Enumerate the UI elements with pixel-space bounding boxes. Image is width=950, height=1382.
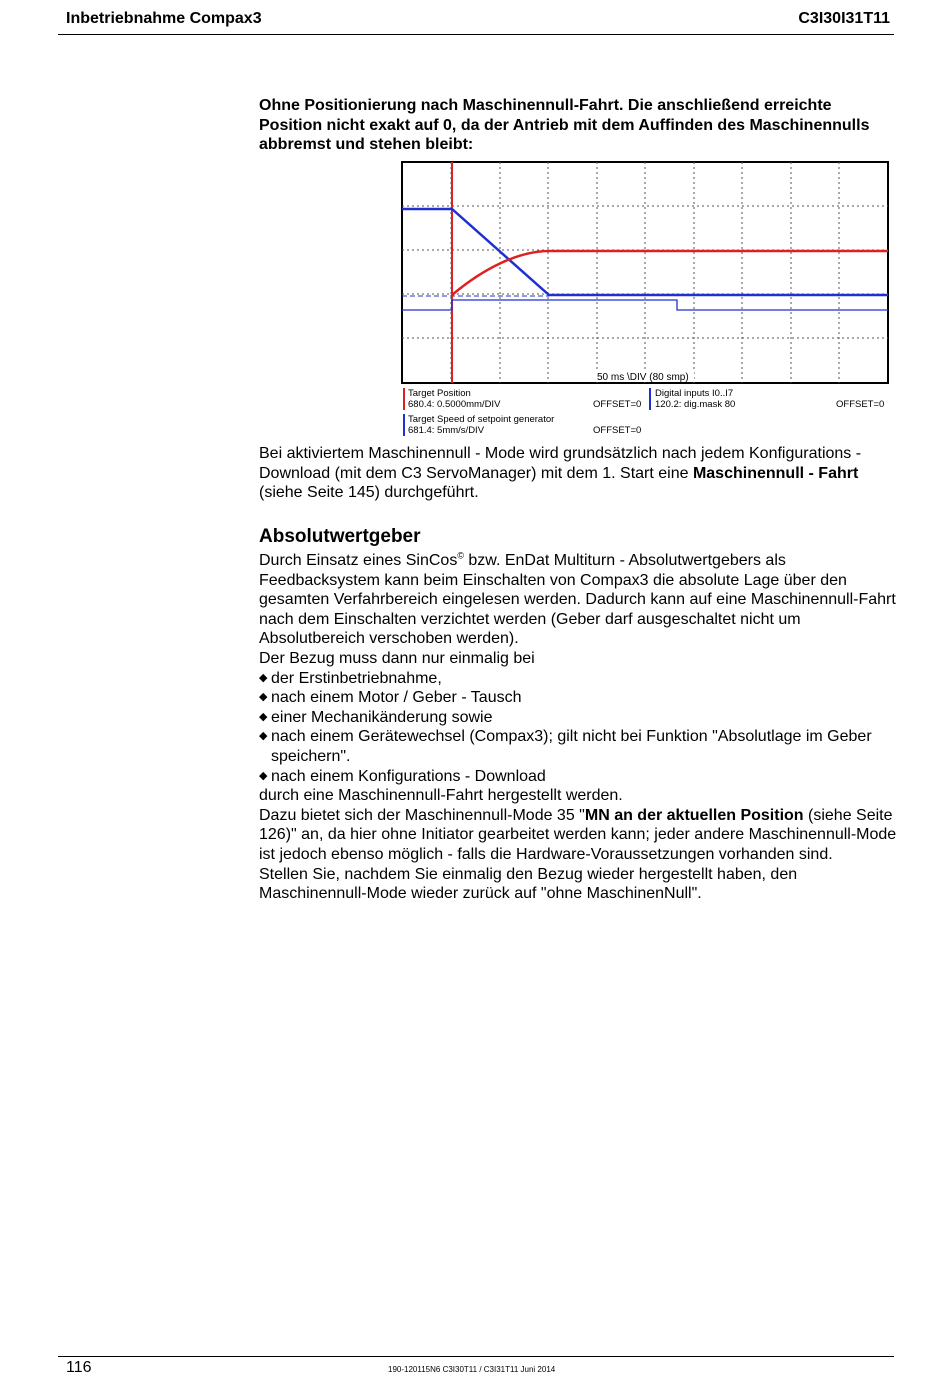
diamond-bullet-icon: ◆ xyxy=(259,671,268,684)
legend-name-target-position: Target Position xyxy=(408,388,471,399)
list-item: ◆ der Erstinbetriebnahme, xyxy=(259,669,442,687)
legend-name-digital-inputs: Digital inputs I0..I7 xyxy=(655,388,734,399)
legend-offset-target-position: OFFSET=0 xyxy=(593,399,642,410)
diamond-bullet-icon: ◆ xyxy=(259,730,268,743)
bold-mn-aktuelle-position: MN an der aktuellen Position xyxy=(584,806,804,824)
bullet-list xyxy=(259,669,899,787)
page-header-left: Inbetriebnahme Compax3 xyxy=(66,10,262,27)
page-header-right: C3I30I31T11 xyxy=(798,10,890,27)
reference-intro: Der Bezug muss dann nur einmalig bei xyxy=(259,649,535,667)
header-rule xyxy=(58,34,894,35)
list-item: ◆ einer Mechanikänderung sowie xyxy=(259,708,493,726)
reset-mode-text: Stellen Sie, nachdem Sie einmalig den Bezug wieder hergestellt haben, den Maschinennull-Mode wieder zurück auf "ohne MaschinenNull". xyxy=(259,865,798,903)
oscilloscope-chart xyxy=(399,158,891,440)
list-item: ◆ nach einem Motor / Geber - Tausch xyxy=(259,689,522,707)
list-item: ◆ nach einem Konfigurations - Download xyxy=(259,767,546,785)
legend-scale-target-position: 680.4: 0.5000mm/DIV xyxy=(408,399,501,410)
intro-text: Ohne Positionierung nach Maschinennull-Fahrt. Die anschließend erreichte Position nicht exakt auf 0, da der Antrieb mit dem Auffinden des Maschinennulls abbremst und stehen bleibt: xyxy=(259,97,870,154)
legend-offset-digital-inputs: OFFSET=0 xyxy=(836,399,885,410)
legend-swatch-digital-inputs xyxy=(649,388,651,410)
diamond-bullet-icon: ◆ xyxy=(259,769,268,782)
list-item: ◆ nach einem Gerätewechsel (Compax3); gilt nicht bei Funktion "Absolutlage im Geber speichern". xyxy=(259,728,872,765)
legend-swatch-target-position xyxy=(403,388,405,410)
oscilloscope-svg xyxy=(399,158,891,440)
copyright-mark: © xyxy=(457,550,464,561)
absolute-encoder-text: Durch Einsatz eines SinCos© bzw. EnDat Multiturn - Absolutwertgebers als Feedbacksystem kann beim Einschalten von Compax3 die absolute Lage über den gesamten Verfahrbereich eingelesen werden. Dadurch kann auf eine Maschinennull-Fahrt nach dem Einschalten verzichtet werden (Geber darf ausgeschaltet nicht um Absolutbereich verschoben werden). xyxy=(259,550,896,648)
legend-offset-target-speed: OFFSET=0 xyxy=(593,425,642,436)
mode-35-text: Dazu bietet sich der Maschinennull-Mode 35 "MN an der aktuellen Position (siehe Seite 126)" an, da hier ohne Initiator gearbeitet werden kann; jeder andere Maschinennull-Mode ist jedoch ebenso möglich - falls die Hardware-Voraussetzungen vorhanden sind. xyxy=(259,806,897,863)
page-number: 116 xyxy=(66,1359,92,1376)
legend-scale-digital-inputs: 120.2: dig.mask 80 xyxy=(655,399,736,410)
legend-name-target-speed: Target Speed of setpoint generator xyxy=(408,414,555,425)
paragraph-absolutwertgeber xyxy=(259,551,899,904)
legend xyxy=(403,388,884,436)
diamond-bullet-icon: ◆ xyxy=(259,710,268,723)
legend-scale-target-speed: 681.4: 5mm/s/DIV xyxy=(408,425,485,436)
diamond-bullet-icon: ◆ xyxy=(259,691,268,704)
reference-outro: durch eine Maschinennull-Fahrt hergestellt werden. xyxy=(259,787,623,805)
paragraph-maschinennull-mode: Bei aktiviertem Maschinennull - Mode wird grundsätzlich nach jedem Konfigurations - Download (mit dem C3 ServoManager) mit dem 1. Start eine Maschinennull - Fahrt (siehe Seite 145) durchgeführt. xyxy=(259,445,862,502)
time-base-label: 50 ms \DIV (80 smp) xyxy=(597,372,689,383)
document-id: 190-120115N6 C3I30T11 / C3I31T11 Juni 2014 xyxy=(388,1365,556,1374)
section-title: Absolutwertgeber xyxy=(259,526,421,547)
footer-rule xyxy=(58,1356,894,1357)
legend-swatch-target-speed xyxy=(403,414,405,436)
bold-maschinennull-fahrt: Maschinennull - Fahrt xyxy=(692,464,859,482)
